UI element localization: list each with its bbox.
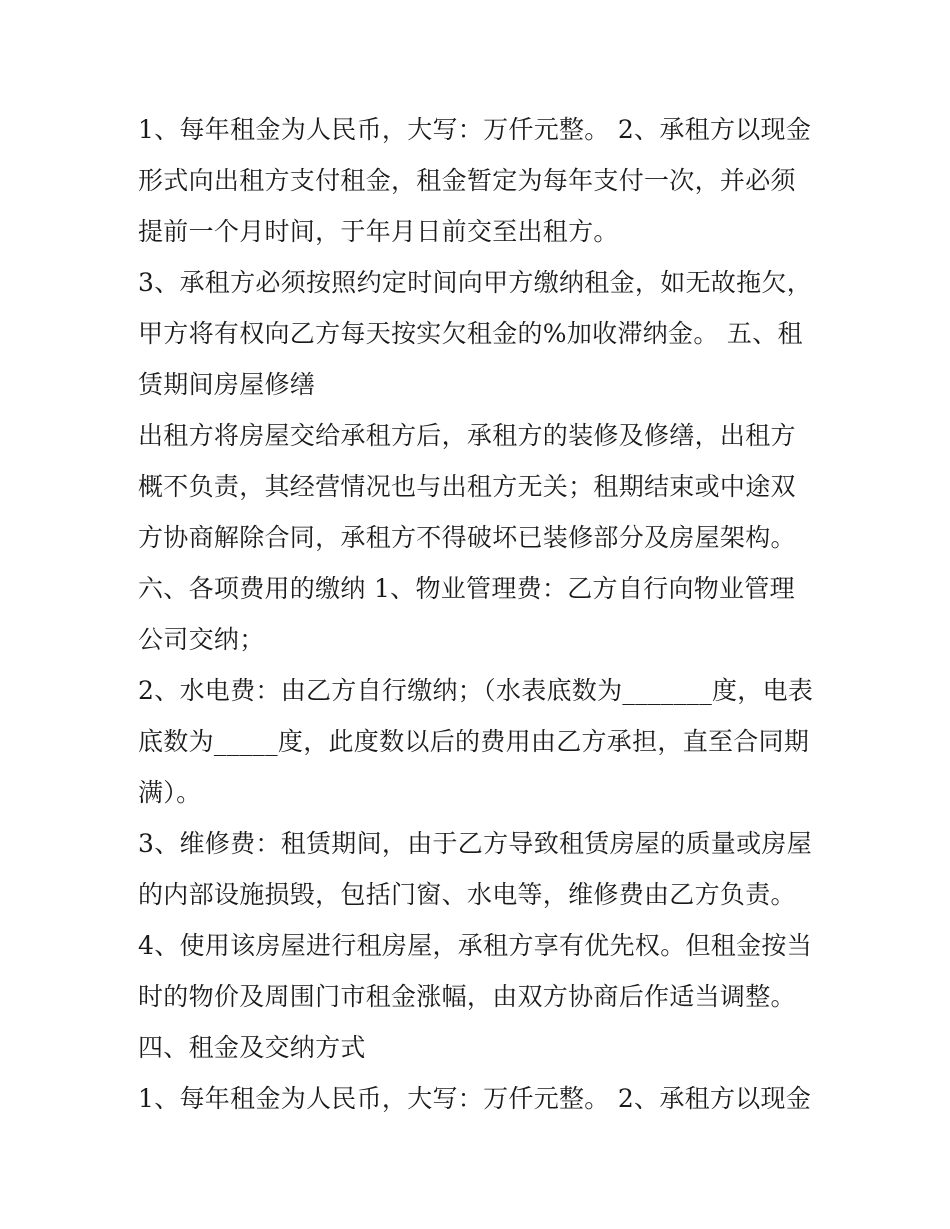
paragraph-late-fee: 3、承租方必须按照约定时间向甲方缴纳租金，如无故拖欠，甲方将有权向乙方每天按实欠租金的%加收滞纳金。 五、租赁期间房屋修缮 xyxy=(138,268,813,399)
paragraph-priority: 4、使用该房屋进行租房屋，承租方享有优先权。但租金按当时的物价及周围门市租金涨幅，由双方协商后作适当调整。 xyxy=(138,931,813,1011)
paragraph-rent-amount-repeat: 1、每年租金为人民币，大写：万仟元整。 2、承租方以现金 xyxy=(138,1084,812,1113)
paragraph-rent-amount: 1、每年租金为人民币，大写：万仟元整。 2、承租方以现金形式向出租方支付租金，租金暂定为每年支付一次，并必须提前一个月时间，于年月日前交至出租方。 xyxy=(138,115,812,246)
section-heading-rent-payment: 四、租金及交纳方式 xyxy=(138,1033,366,1062)
paragraph-utilities: 2、水电费：由乙方自行缴纳；（水表底数为_______度，电表底数为_____度，此度数以后的费用由乙方承担，直至合同期满）。 xyxy=(138,676,814,807)
paragraph-repairs: 出租方将房屋交给承租方后，承租方的装修及修缮，出租方概不负责，其经营情况也与出租方无关；租期结束或中途双方协商解除合同，承租方不得破坏已装修部分及房屋架构。 xyxy=(138,421,796,552)
paragraph-maintenance: 3、维修费：租赁期间，由于乙方导致租赁房屋的质量或房屋的内部设施损毁，包括门窗、水电等，维修费由乙方负责。 xyxy=(138,829,813,909)
document-body xyxy=(138,104,818,1124)
paragraph-fees-property: 六、各项费用的缴纳 1、物业管理费：乙方自行向物业管理公司交纳； xyxy=(138,574,795,654)
